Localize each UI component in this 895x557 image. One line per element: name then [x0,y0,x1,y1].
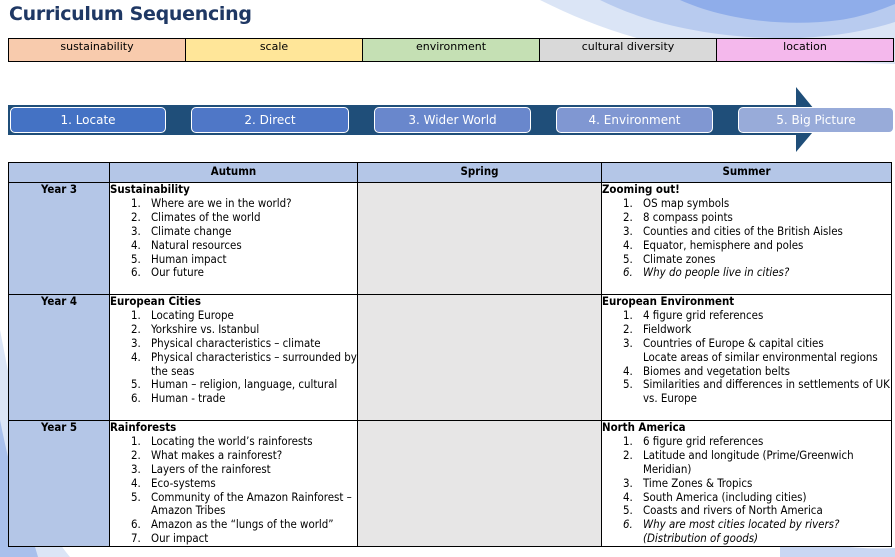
list-item: 3. Counties and cities of the British Aisles [623,223,843,238]
list-item: 4. Eco-systems [131,475,216,490]
list-item: 5. Coasts and rivers of North America [623,503,823,518]
summer-cell [602,295,892,421]
curriculum-table [8,162,892,547]
list-item: 3. Physical characteristics – climate [131,335,321,350]
list-item: 4. Equator, hemisphere and poles [623,237,804,252]
list-item: 1. Where are we in the world? [131,195,292,210]
list-item: 4. South America (including cities) [623,489,807,504]
unit-title: European Environment [602,294,735,308]
list-item: 3. Climate change [131,223,232,238]
autumn-cell [110,183,358,295]
list-item: 5. Similarities and differences in settlements of UK vs. Europe [623,377,890,406]
unit-title: European Cities [110,294,201,308]
table-row [9,421,892,547]
year-label: Year 3 [9,183,110,295]
unit-title: North America [602,420,686,434]
list-item: 2. Yorkshire vs. Istanbul [131,321,260,336]
list-item: 5. Climate zones [623,251,716,266]
unit-title: Rainforests [110,420,177,434]
autumn-cell [110,421,358,547]
summer-cell [602,421,892,547]
list-item: 6. Why do people live in cities? [623,265,790,280]
theme-sustainability: sustainability [9,39,186,61]
topic-list [110,197,357,280]
list-item: 4. Biomes and vegetation belts [623,363,790,378]
list-item: 7. Our impact [131,531,209,546]
header-spring: Spring [358,163,602,183]
list-item: 1. OS map symbols [623,195,730,210]
list-item: 5. Community of the Amazon Rainforest – Amazon Tribes [131,489,352,518]
step-wider-world: 3. Wider World [374,107,531,133]
page-title: Curriculum Sequencing [9,3,252,25]
list-item: 5. Human – religion, language, cultural [131,377,338,392]
summer-cell [602,183,892,295]
unit-title: Sustainability [110,182,190,196]
progression-steps [0,107,895,133]
spring-cell [358,421,602,547]
list-item: Locate areas of similar environmental regions [643,349,878,364]
list-item: 3. Time Zones & Tropics [623,475,753,490]
unit-title: Zooming out! [602,182,680,196]
list-item: 3. Layers of the rainforest [131,461,271,476]
list-item: 6. Human - trade [131,391,226,406]
list-item: 1. 6 figure grid references [623,433,764,448]
table-row [9,183,892,295]
topic-list [602,309,891,406]
table-row [9,295,892,421]
topic-list [110,309,357,406]
step-locate: 1. Locate [10,107,166,133]
list-item: 2. What makes a rainforest? [131,447,283,462]
table-header-row [9,163,892,183]
autumn-cell [110,295,358,421]
header-autumn: Autumn [110,163,358,183]
theme-key-bar [8,38,894,62]
list-item: 6. Why are most cities located by rivers? (Distribution of goods) [623,517,840,546]
header-blank [9,163,110,183]
topic-list [110,435,357,546]
year-label: Year 5 [9,421,110,547]
theme-scale: scale [186,39,363,61]
list-item: 6. Our future [131,265,204,280]
list-item: 2. Latitude and longitude (Prime/Greenwich Meridian) [623,447,854,476]
step-big-picture: 5. Big Picture [738,107,894,133]
list-item: 1. Locating the world’s rainforests [131,433,313,448]
spring-cell [358,295,602,421]
list-item: 2. Climates of the world [131,209,261,224]
list-item: 2. Fieldwork [623,321,692,336]
theme-environment: environment [363,39,540,61]
topic-list [602,197,891,280]
list-item: 4. Natural resources [131,237,242,252]
theme-location: location [717,39,893,61]
list-item: 4. Physical characteristics – surrounded by the seas [131,349,357,378]
theme-cultural-diversity: cultural diversity [540,39,717,61]
list-item: 3. Countries of Europe & capital cities [623,335,824,350]
list-item: 1. Locating Europe [131,307,234,322]
list-item: 6. Amazon as the “lungs of the world” [131,517,334,532]
spring-cell [358,183,602,295]
step-direct: 2. Direct [191,107,349,133]
list-item: 5. Human impact [131,251,227,266]
step-environment: 4. Environment [556,107,713,133]
list-item: 2. 8 compass points [623,209,733,224]
list-item: 1. 4 figure grid references [623,307,764,322]
year-label: Year 4 [9,295,110,421]
topic-list [602,435,891,546]
header-summer: Summer [602,163,892,183]
